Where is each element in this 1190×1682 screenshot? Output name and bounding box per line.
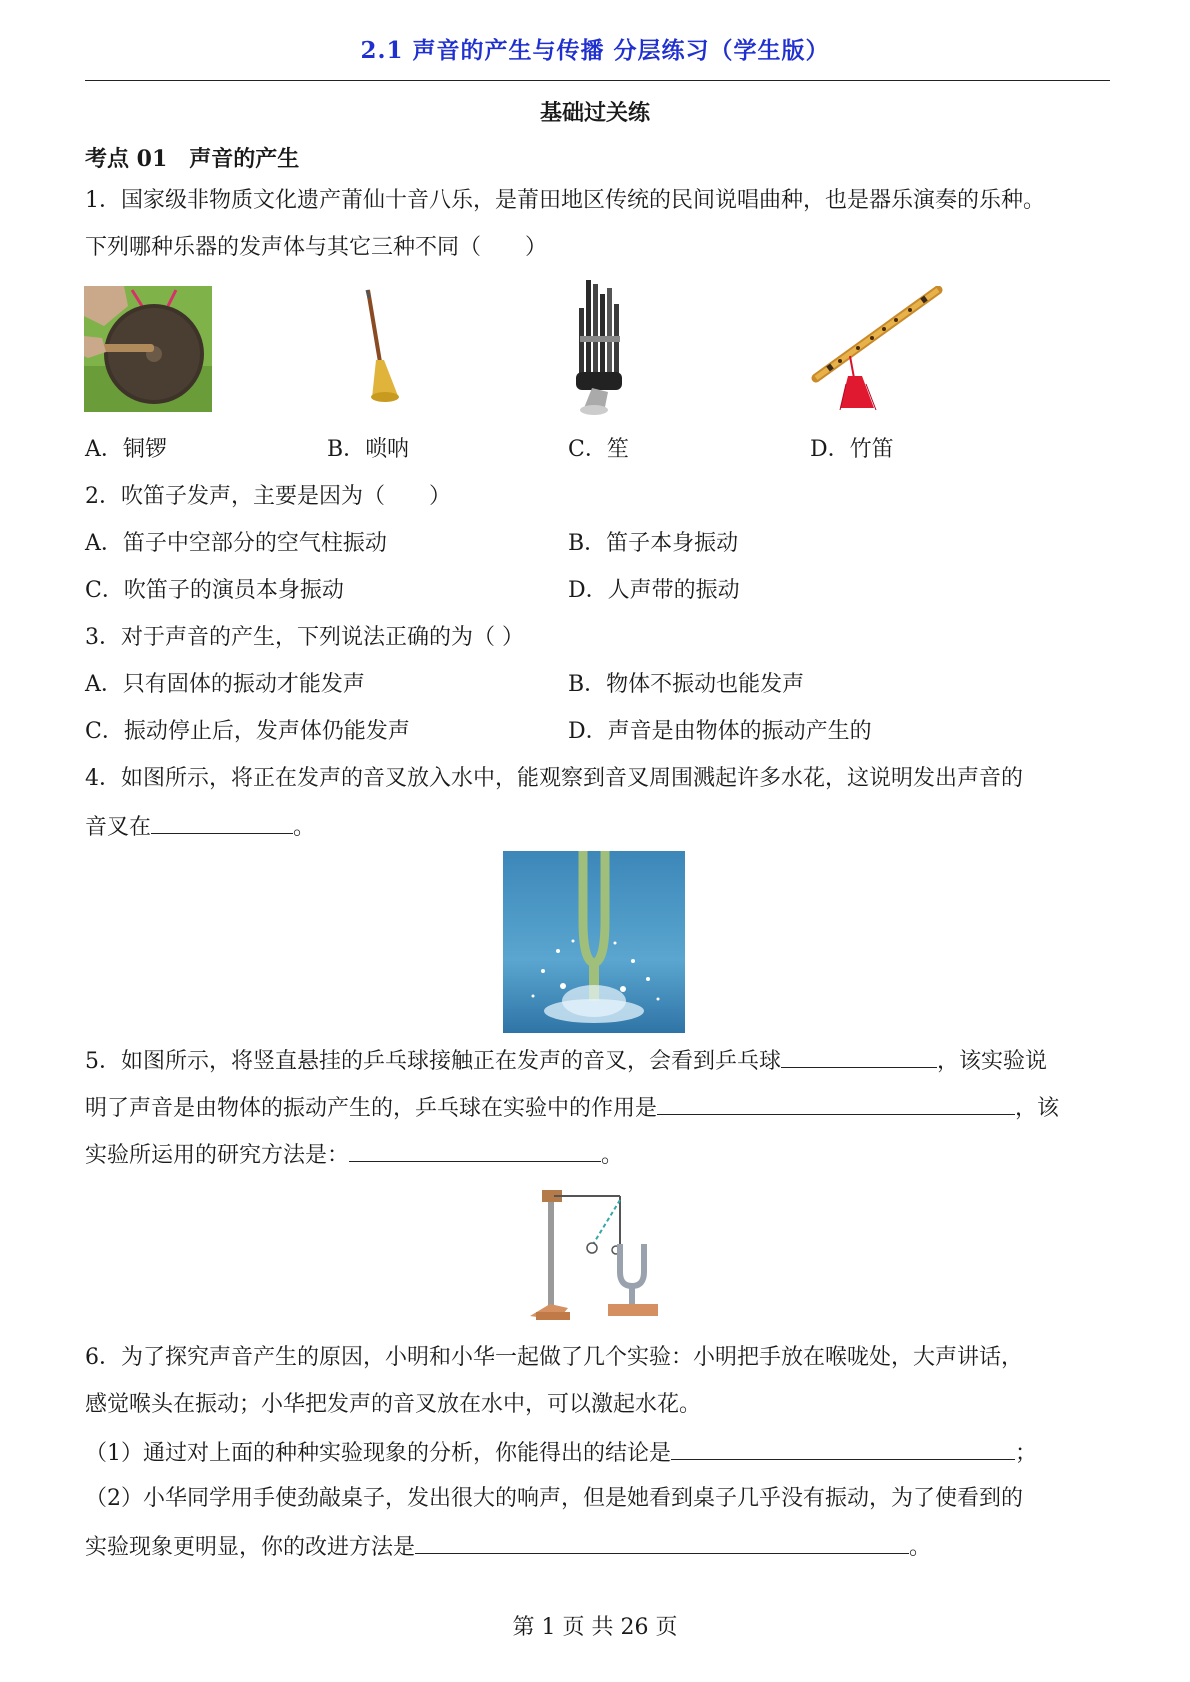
sheng-image [570,280,630,416]
q5-line1-tail: ，该实验说 [937,1049,1048,1074]
document-title: 2.1 声音的产生与传播 分层练习（学生版） [360,37,830,64]
q6-sub1-text: （1）通过对上面的种种实验现象的分析，你能得出的结论是 [85,1441,671,1466]
q5-line2-tail: ，该 [1015,1096,1060,1121]
pingpong-tuning-fork-image [528,1186,664,1324]
q6-stem-line1: 6．为了探究声音产生的原因，小明和小华一起做了几个实验：小明把手放在喉咙处，大声讲话， [85,1345,1024,1370]
q1-option-c[interactable]: C．笙 [568,437,629,462]
tuning-fork-water-image [503,851,685,1033]
q1-stem-line2: 下列哪种乐器的发声体与其它三种不同（ ） [85,235,548,260]
q1-option-d[interactable]: D．竹笛 [810,437,894,462]
q4-stem-line2 [85,811,1110,843]
q5-line3-text: 实验所运用的研究方法是： [85,1143,350,1168]
q5-blank-3[interactable] [349,1139,601,1162]
q1-option-a[interactable]: A．铜锣 [85,437,167,462]
q1-stem-line1: 1．国家级非物质文化遗产莆仙十音八乐，是莆田地区传统的民间说唱曲种，也是器乐演奏的乐种。 [85,188,1046,213]
q3-option-c[interactable]: C．振动停止后，发声体仍能发声 [85,719,410,744]
q6-sub1 [85,1437,1110,1469]
q6-sub2-line1: （2）小华同学用手使劲敲桌子，发出很大的响声，但是她看到桌子几乎没有振动，为了使看到的 [85,1486,1024,1511]
bamboo-flute-image [810,286,946,414]
title-divider [85,80,1110,81]
topic-number: 考点 01 [85,146,168,172]
q2-stem: 2．吹笛子发声，主要是因为（ ） [85,484,451,509]
q5-blank-1[interactable] [781,1045,937,1068]
topic-name: 声音的产生 [189,146,300,172]
section-title: 基础过关练 [539,100,650,126]
gong-image [84,286,212,412]
q5-stem-line2 [85,1092,1110,1124]
q5-stem-line1 [85,1045,1110,1077]
q3-stem: 3．对于声音的产生，下列说法正确的为（ ） [85,625,524,650]
q6-sub1-blank[interactable] [671,1437,1015,1460]
q2-option-d[interactable]: D．人声带的振动 [568,578,740,603]
q4-text-after-blank: 。 [293,815,316,840]
q6-sub1-tail: ； [1015,1441,1038,1466]
suona-image [350,288,410,406]
q4-answer-blank[interactable] [151,811,293,834]
q3-option-b[interactable]: B．物体不振动也能发声 [568,672,805,697]
q4-stem-line1: 4．如图所示，将正在发声的音叉放入水中，能观察到音叉周围溅起许多水花，这说明发出声音的 [85,766,1024,791]
q5-line2-text: 明了声音是由物体的振动产生的，乒乓球在实验中的作用是 [85,1096,658,1121]
q2-option-c[interactable]: C．吹笛子的演员本身振动 [85,578,344,603]
q6-sub2-line2 [85,1531,1110,1563]
q1-option-b[interactable]: B．唢呐 [327,437,410,462]
q6-stem-line2: 感觉喉头在振动；小华把发声的音叉放在水中，可以激起水花。 [85,1392,702,1417]
q2-option-b[interactable]: B．笛子本身振动 [568,531,739,556]
q5-line3-tail: 。 [601,1143,624,1168]
q6-sub2-tail: 。 [909,1535,932,1560]
page-number: 第 1 页 共 26 页 [512,1615,678,1640]
q5-stem-line3 [85,1139,1110,1171]
q2-option-a[interactable]: A．笛子中空部分的空气柱振动 [85,531,387,556]
topic-heading [85,142,299,173]
q4-text-before-blank: 音叉在 [85,815,152,840]
q6-sub2-blank[interactable] [415,1531,909,1554]
q5-blank-2[interactable] [657,1092,1015,1115]
q3-option-d[interactable]: D．声音是由物体的振动产生的 [568,719,872,744]
q6-sub2-text: 实验现象更明显，你的改进方法是 [85,1535,416,1560]
q3-option-a[interactable]: A．只有固体的振动才能发声 [85,672,365,697]
q5-line1-text: 5．如图所示，将竖直悬挂的乒乓球接触正在发声的音叉，会看到乒乓球 [85,1049,781,1074]
